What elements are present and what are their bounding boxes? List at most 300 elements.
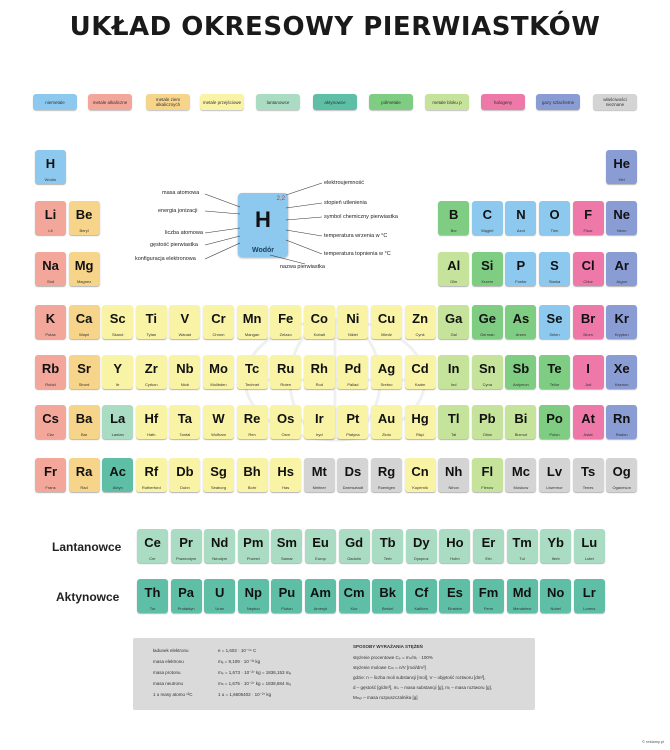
element-name: Fosfor	[515, 280, 527, 284]
element-symbol: N	[516, 207, 526, 222]
element-Hs	[270, 458, 301, 492]
element-Rf	[136, 458, 167, 492]
element-name: Krypton	[614, 333, 629, 337]
element-name: Glin	[450, 280, 458, 284]
element-symbol: Ts	[580, 464, 596, 479]
element-symbol: Sb	[512, 361, 530, 376]
element-O	[539, 201, 570, 235]
element-name: Sód	[46, 280, 55, 284]
element-name: Cyrkon	[144, 383, 158, 387]
element-Au	[371, 405, 402, 439]
element-name: Cer	[149, 557, 156, 561]
element-name: Dysproz	[413, 557, 429, 561]
element-name: Pallad	[347, 383, 359, 387]
element-Ba	[69, 405, 100, 439]
element-name: Tantal	[179, 433, 191, 437]
element-Kr	[606, 305, 637, 339]
element-Th	[137, 579, 168, 613]
legend-chip-metale_bloku_p: metale bloku p	[425, 94, 469, 110]
element-name: Kopernik	[412, 486, 428, 490]
element-name: Liwermor	[546, 486, 563, 490]
element-symbol: Db	[176, 464, 194, 479]
constant-label: masa protonu	[153, 670, 181, 675]
element-name: Holm	[450, 557, 460, 561]
element-symbol: Pa	[178, 585, 195, 600]
element-Rb	[35, 355, 66, 389]
legend-chip-metale_alkaliczne: metale alkaliczne	[88, 94, 132, 110]
actinides-label: Aktynowce	[56, 590, 120, 604]
element-Ca	[69, 305, 100, 339]
element-Ne	[606, 201, 637, 235]
element-symbol: Dy	[412, 535, 430, 550]
element-Pa	[171, 579, 202, 613]
element-Ti	[136, 305, 167, 339]
element-Es	[439, 579, 470, 613]
element-Tm	[507, 529, 538, 563]
element-Dy	[406, 529, 437, 563]
element-I	[573, 355, 604, 389]
element-W	[203, 405, 234, 439]
constant-value: mₚ = 1,673 · 10⁻²⁷ kg = 1836,153 mₑ	[218, 670, 292, 675]
element-name: Neon	[616, 229, 627, 233]
element-name: Itr	[115, 383, 120, 387]
element-name: Nikiel	[348, 333, 358, 337]
element-name: Azot	[516, 229, 525, 233]
element-name: Ind	[450, 383, 457, 387]
element-symbol: Yb	[547, 535, 564, 550]
element-name: Neodym	[212, 557, 228, 561]
element-V	[169, 305, 200, 339]
element-symbol: At	[581, 411, 595, 426]
element-name: Tellur	[549, 383, 560, 387]
element-name: Srebro	[380, 383, 393, 387]
element-name: Bor	[450, 229, 457, 233]
element-name: Ruten	[280, 383, 292, 387]
element-Ta	[169, 405, 200, 439]
element-name: Brom	[583, 333, 593, 337]
element-symbol: Sn	[478, 361, 496, 376]
legend-chip-metale_ziem_alkalicznych: metale ziem alkalicznych	[146, 94, 190, 110]
element-Pu	[271, 579, 302, 613]
element-name: Frans	[45, 486, 56, 490]
element-symbol: Te	[547, 361, 562, 376]
element-Co	[304, 305, 335, 339]
element-symbol: Zn	[412, 311, 429, 326]
element-name: Arsen	[515, 333, 527, 337]
element-name: Ren	[248, 433, 256, 437]
element-He	[606, 150, 637, 184]
element-symbol: Co	[310, 311, 328, 326]
concentration-line: stężenie procentowe Cₚ = mₛ/mᵣ · 100%	[353, 655, 433, 660]
element-name: Tytan	[146, 333, 157, 337]
element-Sn	[472, 355, 503, 389]
key-label-konfiguracja: konfiguracja elektronowa	[135, 256, 196, 262]
element-name: Tul	[519, 557, 525, 561]
element-name: Ferm	[483, 607, 494, 611]
element-symbol: Ru	[277, 361, 295, 376]
element-Tc	[237, 355, 268, 389]
element-symbol: Fl	[481, 464, 494, 479]
element-name: Erb	[485, 557, 492, 561]
element-Ga	[438, 305, 469, 339]
element-symbol: Cu	[377, 311, 396, 326]
element-Cf	[406, 579, 437, 613]
element-symbol: V	[180, 311, 190, 326]
element-name: Lutet	[584, 557, 594, 561]
element-C	[472, 201, 503, 235]
element-name: Technet	[245, 383, 260, 387]
element-Ag	[371, 355, 402, 389]
key-label-elektroujemnosc: elektroujemność	[324, 180, 365, 186]
constant-value: mₑ = 9,109 · 10⁻³¹ kg	[218, 659, 261, 664]
element-name: Rubid	[45, 383, 56, 387]
element-name: Potas	[45, 333, 56, 337]
element-symbol: Ac	[109, 464, 126, 479]
element-name: Krzem	[481, 280, 494, 284]
element-B	[438, 201, 469, 235]
element-symbol: U	[214, 585, 225, 600]
element-Sg	[203, 458, 234, 492]
element-name: Lorens	[583, 607, 596, 611]
element-symbol: Ag	[377, 361, 396, 376]
element-Yb	[540, 529, 571, 563]
key-label-masa: masa atomowa	[162, 190, 200, 196]
element-symbol: Au	[377, 411, 396, 426]
element-symbol: Ar	[614, 258, 629, 273]
element-name: Ołów	[482, 433, 492, 437]
element-name: Promet	[246, 557, 260, 561]
element-symbol: Ba	[75, 411, 93, 426]
element-Sb	[505, 355, 536, 389]
element-symbol: Ti	[145, 311, 157, 326]
element-Tl	[438, 405, 469, 439]
element-Mo	[203, 355, 234, 389]
element-symbol: In	[447, 361, 460, 376]
element-name: Niob	[180, 383, 189, 387]
element-symbol: Ho	[446, 535, 464, 550]
element-Te	[539, 355, 570, 389]
element-name: Tal	[451, 433, 457, 437]
element-symbol: Pm	[243, 535, 264, 550]
element-P	[505, 252, 536, 286]
element-symbol: Si	[481, 258, 494, 273]
element-Pd	[337, 355, 368, 389]
element-name: Argon	[616, 280, 628, 284]
element-name: Miedź	[381, 333, 392, 337]
element-name: Fluor	[583, 229, 593, 233]
element-Fl	[472, 458, 503, 492]
element-name: Ameryk	[313, 607, 328, 611]
element-F	[573, 201, 604, 235]
element-Se	[539, 305, 570, 339]
element-symbol: Np	[244, 585, 262, 600]
element-Re	[237, 405, 268, 439]
element-symbol: Hs	[277, 464, 294, 479]
element-Lv	[539, 458, 570, 492]
key-symbol: H	[255, 207, 271, 232]
element-symbol: Gd	[345, 535, 364, 550]
element-symbol: Ca	[75, 311, 93, 326]
legend-chip-gazy_szlachetne: gazy szlachetne	[536, 94, 580, 110]
element-name: Hafn	[147, 433, 156, 437]
element-symbol: Mo	[209, 361, 228, 376]
element-name: Einstein	[447, 607, 462, 611]
element-Fr	[35, 458, 66, 492]
element-symbol: Cl	[581, 258, 595, 273]
element-name: Cynk	[415, 333, 425, 337]
key-label-gestosc: gęstość pierwiastka	[150, 242, 198, 248]
element-name: Hel	[618, 178, 625, 182]
element-symbol: Mc	[511, 464, 530, 479]
key-element-cell	[238, 193, 288, 257]
constant-label: masa elektronu	[153, 659, 184, 664]
element-symbol: Rh	[310, 361, 328, 376]
element-symbol: Po	[546, 411, 563, 426]
key-name: Wodór	[251, 247, 275, 254]
element-Ir	[304, 405, 335, 439]
element-symbol: Tb	[379, 535, 396, 550]
page-title: UKŁAD OKRESOWY PIERWIASTKÓW	[69, 12, 601, 42]
element-Y	[102, 355, 133, 389]
element-symbol: O	[549, 207, 560, 222]
element-Os	[270, 405, 301, 439]
element-Ce	[137, 529, 168, 563]
element-Ho	[439, 529, 470, 563]
element-symbol: Sm	[276, 535, 297, 550]
element-S	[539, 252, 570, 286]
element-name: Antymon	[512, 383, 529, 387]
element-name: Wapń	[78, 333, 90, 337]
element-name: Tor	[149, 607, 156, 611]
element-name: Jod	[584, 383, 592, 387]
element-name: Cyna	[482, 383, 492, 387]
element-Og	[606, 458, 637, 492]
element-name: Polon	[549, 433, 560, 437]
element-name: Siarka	[548, 280, 561, 284]
element-Zn	[405, 305, 436, 339]
element-symbol: Be	[75, 207, 93, 222]
element-Al	[438, 252, 469, 286]
element-Gd	[339, 529, 370, 563]
element-name: Neptun	[246, 607, 260, 611]
element-symbol: Cs	[42, 411, 59, 426]
element-symbol: Ne	[613, 207, 630, 222]
element-Nb	[169, 355, 200, 389]
element-symbol: La	[110, 411, 126, 426]
element-Cu	[371, 305, 402, 339]
element-Cl	[573, 252, 604, 286]
element-symbol: Y	[113, 361, 123, 376]
element-symbol: Kr	[614, 311, 629, 326]
element-name: Iryd	[315, 433, 323, 437]
element-symbol: Pu	[278, 585, 296, 600]
element-symbol: Tl	[447, 411, 460, 426]
constants-info-box	[133, 638, 535, 710]
element-symbol: Zr	[144, 361, 158, 376]
element-Pb	[472, 405, 503, 439]
element-name: Nihon	[448, 486, 459, 490]
element-name: Pluton	[281, 607, 293, 611]
element-name: Żelazo	[279, 333, 292, 337]
element-symbol: W	[212, 411, 225, 426]
element-Ac	[102, 458, 133, 492]
element-symbol: F	[584, 207, 593, 222]
element-name: Platyna	[346, 433, 360, 437]
element-Db	[169, 458, 200, 492]
element-Cd	[405, 355, 436, 389]
element-symbol: Se	[546, 311, 563, 326]
element-name: Rtęć	[415, 433, 425, 437]
element-Mn	[237, 305, 268, 339]
legend-chip-halogeny: halogeny	[481, 94, 525, 110]
element-Sc	[102, 305, 133, 339]
key-label-wrzenie: temperatura wrzenia w °C	[324, 233, 388, 239]
element-Cm	[339, 579, 370, 613]
element-name: Prazeodym	[175, 557, 197, 561]
element-name: Skand	[112, 333, 124, 337]
key-label-symbol: symbol chemiczny pierwiastka	[324, 214, 398, 220]
element-name: Mendelew	[512, 607, 532, 611]
element-symbol: Br	[580, 311, 596, 326]
element-name: Beryl	[79, 229, 89, 233]
lanthanides-label: Lantanowce	[52, 540, 122, 554]
element-symbol: Li	[44, 207, 57, 222]
element-Md	[507, 579, 538, 613]
element-symbol: Mt	[311, 464, 327, 479]
element-In	[438, 355, 469, 389]
element-symbol: Cr	[211, 311, 226, 326]
legend-chip-polmetale: półmetale	[369, 94, 413, 110]
element-symbol: As	[512, 311, 530, 326]
element-Tb	[372, 529, 403, 563]
element-Am	[305, 579, 336, 613]
element-name: Astat	[583, 433, 593, 437]
element-name: Bar	[80, 433, 88, 437]
legend-chip-lantanowce: lantanowce	[256, 94, 300, 110]
element-name: Roentgen	[377, 486, 396, 490]
legend-chip-nieznane: właściwości nieznane	[593, 94, 637, 110]
element-name: Rad	[80, 486, 88, 490]
element-symbol: Md	[512, 585, 532, 600]
element-Ra	[69, 458, 100, 492]
constant-value: 1 u = 1,6605402 · 10⁻²⁷ kg	[218, 692, 272, 697]
element-symbol: Re	[243, 411, 261, 426]
element-name: Bohr	[247, 486, 257, 490]
element-symbol: S	[550, 258, 559, 273]
element-symbol: Ge	[478, 311, 496, 326]
element-Fm	[473, 579, 504, 613]
concentration-line: d – gęstość [g/dm³], mₛ – masa substancji [g], mᵣ – masa roztworu [g],	[353, 685, 493, 690]
element-name: Ksenon	[614, 383, 629, 387]
element-Bh	[237, 458, 268, 492]
element-symbol: Tm	[512, 535, 532, 550]
element-name: Bizmut	[514, 433, 527, 437]
element-name: Kadm	[414, 383, 426, 387]
element-name: Iterb	[551, 557, 560, 561]
element-symbol: Pr	[179, 535, 193, 550]
element-symbol: Xe	[613, 361, 630, 376]
element-Rn	[606, 405, 637, 439]
element-Be	[69, 201, 100, 235]
element-Ds	[337, 458, 368, 492]
element-La	[102, 405, 133, 439]
element-symbol: Ta	[177, 411, 192, 426]
element-Zr	[136, 355, 167, 389]
element-Mc	[505, 458, 536, 492]
element-symbol: Mn	[242, 311, 262, 326]
element-symbol: Rg	[377, 464, 396, 479]
element-name: Terb	[383, 557, 392, 561]
element-No	[540, 579, 571, 613]
element-Er	[473, 529, 504, 563]
element-symbol: I	[586, 361, 590, 376]
element-name: Mangan	[244, 333, 260, 337]
concentration-line: gdzie: n – liczba moli substancji [mol], V – objętość roztworu [dm³],	[353, 675, 486, 680]
element-name: Wanad	[178, 333, 192, 337]
element-Pr	[171, 529, 202, 563]
legend-chip-aktynowce: aktynowce	[313, 94, 357, 110]
concentration-line: Mₘₒₗ – masa rozpuszczalnika [g]	[353, 695, 418, 700]
element-symbol: P	[516, 258, 526, 273]
element-name: Flerow	[481, 486, 494, 490]
element-name: Tlen	[550, 229, 559, 233]
element-name: Europ	[315, 557, 326, 561]
element-Si	[472, 252, 503, 286]
key-label-stopien: stopień utlenienia	[324, 200, 367, 206]
key-label-energia: energia jonizacji	[158, 208, 198, 214]
element-name: Węgiel	[481, 229, 494, 233]
element-symbol: Na	[42, 258, 59, 273]
element-Ar	[606, 252, 637, 286]
element-Ni	[337, 305, 368, 339]
element-symbol: H	[45, 156, 56, 171]
element-name: Moskow	[513, 486, 529, 490]
element-Ru	[270, 355, 301, 389]
element-symbol: Cm	[343, 585, 365, 600]
element-symbol: Mg	[74, 258, 94, 273]
element-As	[505, 305, 536, 339]
element-symbol: Bk	[379, 585, 396, 600]
element-symbol: Pt	[346, 411, 360, 426]
key-label-topnienie: temperatura topnienia w °C	[324, 251, 391, 257]
element-Mg	[69, 252, 100, 286]
element-Mt	[304, 458, 335, 492]
element-Nh	[438, 458, 469, 492]
element-name: Radon	[615, 433, 628, 437]
element-name: Meitner	[312, 486, 326, 490]
element-symbol: Cd	[411, 361, 429, 376]
element-symbol: No	[547, 585, 565, 600]
element-symbol: Ga	[445, 311, 463, 326]
legend-chip-niemetale: niemetale	[33, 94, 77, 110]
element-symbol: Ds	[344, 464, 362, 479]
footer-credit: © reklamy.pl	[642, 739, 664, 744]
element-name: Chlor	[583, 280, 593, 284]
element-name: Molibden	[210, 383, 227, 387]
element-symbol: Rn	[613, 411, 631, 426]
element-Lu	[574, 529, 605, 563]
element-Lr	[574, 579, 605, 613]
element-symbol: Bh	[243, 464, 261, 479]
element-name: Lit	[48, 229, 53, 233]
element-Cn	[405, 458, 436, 492]
element-symbol: Lu	[581, 535, 598, 550]
element-Cr	[203, 305, 234, 339]
element-symbol: Nb	[176, 361, 194, 376]
element-Np	[238, 579, 269, 613]
element-N	[505, 201, 536, 235]
element-Sm	[271, 529, 302, 563]
